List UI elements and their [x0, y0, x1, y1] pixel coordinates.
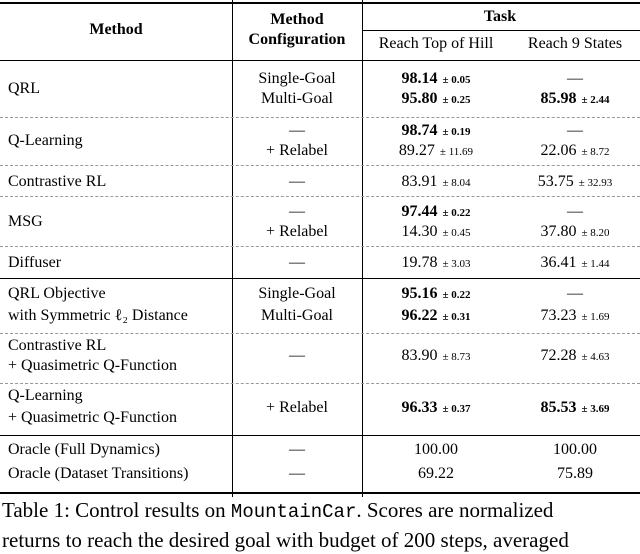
- score-reach-top-of-hill-std: ± 0.37: [442, 403, 471, 415]
- method-config: —: [289, 465, 305, 482]
- header-rule: [0, 60, 640, 61]
- score-reach-top-of-hill: [401, 284, 470, 305]
- score-reach-top-of-hill-std: ± 0.31: [442, 311, 471, 323]
- score-reach-9-states-mean: —: [567, 122, 583, 139]
- score-reach-top-of-hill-mean: 98.74: [401, 122, 438, 139]
- score-reach-top-of-hill-mean: 14.30: [401, 223, 438, 240]
- score-reach-top-of-hill: [399, 141, 473, 162]
- score-reach-9-states-mean: 22.06: [540, 142, 577, 159]
- score-reach-top-of-hill-std: ± 0.22: [442, 207, 471, 219]
- score-reach-9-states-mean: 73.23: [540, 307, 577, 324]
- score-reach-top-of-hill-mean: 96.33: [401, 399, 438, 416]
- score-reach-9-states-mean: 85.53: [540, 399, 577, 416]
- row-divider-dashed: [0, 196, 640, 197]
- method-config: + Relabel: [266, 223, 328, 240]
- score-reach-9-states-mean: 75.89: [557, 465, 593, 482]
- caption-prefix: Table 1: Control results on: [2, 498, 231, 522]
- score-reach-top-of-hill-std: ± 8.73: [442, 351, 471, 363]
- caption-line1-suffix: . Scores are normalized: [356, 498, 554, 522]
- method-name: Q-Learning: [8, 387, 83, 404]
- method-config: + Relabel: [266, 399, 328, 416]
- score-reach-top-of-hill-std: ± 11.69: [439, 146, 474, 158]
- score-reach-9-states: [540, 346, 609, 367]
- score-reach-top-of-hill: [401, 121, 470, 142]
- score-reach-top-of-hill: [418, 464, 454, 484]
- table-caption: [2, 496, 640, 554]
- header-config-line1: Method: [270, 11, 324, 28]
- method-config: + Relabel: [266, 142, 328, 159]
- score-reach-9-states-mean: —: [567, 285, 583, 302]
- score-reach-top-of-hill: [401, 89, 470, 110]
- score-reach-top-of-hill: [401, 253, 470, 274]
- method-name: Contrastive RL: [8, 337, 107, 354]
- score-reach-9-states-std: ± 3.69: [581, 403, 610, 415]
- score-reach-top-of-hill-mean: 96.22: [401, 307, 438, 324]
- method-config: Single-Goal: [258, 70, 336, 87]
- score-reach-9-states-mean: 85.98: [540, 90, 577, 107]
- method-config: Single-Goal: [258, 285, 336, 302]
- method-name: Contrastive RL: [8, 173, 107, 190]
- score-reach-9-states-mean: —: [567, 203, 583, 220]
- score-reach-9-states: [540, 89, 609, 110]
- score-reach-9-states: [567, 121, 583, 141]
- score-reach-9-states: [540, 253, 609, 274]
- score-reach-9-states-std: ± 1.44: [581, 258, 610, 270]
- row-divider-solid: [0, 278, 640, 279]
- method-name: + Quasimetric Q-Function: [8, 409, 177, 426]
- score-reach-top-of-hill-std: ± 0.45: [442, 227, 471, 239]
- method-config: Multi-Goal: [261, 307, 333, 324]
- col-divider-config: [362, 0, 363, 497]
- score-reach-top-of-hill-mean: 95.16: [401, 285, 438, 302]
- score-reach-top-of-hill: [401, 398, 470, 419]
- row-divider-dashed: [0, 383, 640, 384]
- score-reach-9-states-std: ± 1.69: [581, 311, 610, 323]
- method-config: Multi-Goal: [261, 90, 333, 107]
- header-method: Method: [89, 21, 143, 38]
- row-divider-solid: [0, 435, 640, 436]
- score-reach-top-of-hill-mean: 69.22: [418, 465, 454, 482]
- score-reach-9-states: [553, 440, 597, 460]
- score-reach-top-of-hill-mean: 97.44: [401, 203, 438, 220]
- method-name: QRL: [8, 80, 40, 97]
- method-config: —: [289, 173, 305, 190]
- score-reach-top-of-hill-mean: 19.78: [401, 254, 438, 271]
- method-config: —: [289, 441, 305, 458]
- score-reach-top-of-hill-mean: 83.91: [401, 173, 438, 190]
- score-reach-9-states-std: ± 4.63: [581, 351, 610, 363]
- score-reach-top-of-hill: [414, 440, 458, 460]
- score-reach-9-states: [538, 172, 613, 193]
- score-reach-9-states-std: ± 8.20: [581, 227, 610, 239]
- score-reach-top-of-hill-std: ± 0.19: [442, 126, 471, 138]
- score-reach-9-states: [540, 141, 609, 162]
- score-reach-9-states-mean: 53.75: [537, 173, 574, 190]
- score-reach-top-of-hill-std: ± 0.22: [442, 289, 471, 301]
- method-config: —: [289, 122, 305, 139]
- header-task: Task: [483, 8, 517, 25]
- method-config: —: [289, 347, 305, 364]
- score-reach-9-states: [567, 284, 583, 304]
- method-name: with Symmetric ℓ₂ Distance: [8, 307, 188, 324]
- method-name: MSG: [8, 213, 43, 230]
- method-name: Q-Learning: [8, 132, 83, 149]
- score-reach-9-states: [567, 202, 583, 222]
- score-reach-9-states-mean: 100.00: [553, 441, 597, 458]
- method-name: Diffuser: [8, 254, 62, 271]
- score-reach-9-states-std: ± 32.93: [578, 177, 613, 189]
- score-reach-top-of-hill-mean: 98.14: [401, 70, 438, 87]
- row-divider-dashed: [0, 117, 640, 118]
- score-reach-top-of-hill: [401, 306, 470, 327]
- score-reach-9-states-mean: —: [567, 70, 583, 87]
- method-name: Oracle (Dataset Transitions): [8, 465, 189, 482]
- method-config: —: [289, 254, 305, 271]
- score-reach-9-states-mean: 36.41: [540, 254, 577, 271]
- score-reach-top-of-hill-std: ± 3.03: [442, 258, 471, 270]
- caption-env: MountainCar: [230, 501, 357, 523]
- score-reach-top-of-hill: [401, 222, 470, 243]
- method-name: + Quasimetric Q-Function: [8, 357, 177, 374]
- score-reach-9-states: [567, 69, 583, 89]
- score-reach-top-of-hill-mean: 95.80: [401, 90, 438, 107]
- score-reach-9-states-std: ± 2.44: [581, 94, 610, 106]
- top-rule: [0, 2, 640, 4]
- score-reach-top-of-hill-mean: 83.90: [401, 347, 438, 364]
- score-reach-9-states-std: ± 8.72: [581, 146, 610, 158]
- task-rule: [362, 30, 640, 31]
- row-divider-dashed: [0, 246, 640, 247]
- score-reach-top-of-hill: [401, 69, 470, 90]
- score-reach-top-of-hill-mean: 100.00: [414, 441, 458, 458]
- score-reach-top-of-hill: [401, 172, 470, 193]
- method-name: Oracle (Full Dynamics): [8, 441, 160, 458]
- score-reach-top-of-hill: [401, 202, 470, 223]
- score-reach-top-of-hill-std: ± 8.04: [442, 177, 471, 189]
- caption-line2: returns to reach the desired goal with budget of 200 steps, averaged: [2, 528, 569, 552]
- row-divider-dashed: [0, 333, 640, 334]
- score-reach-9-states: [540, 306, 609, 327]
- method-config: —: [289, 203, 305, 220]
- header-reach-9-states: Reach 9 States: [527, 35, 623, 52]
- score-reach-top-of-hill: [401, 346, 470, 367]
- row-divider-dashed: [0, 165, 640, 166]
- score-reach-9-states-mean: 72.28: [540, 347, 577, 364]
- score-reach-top-of-hill-std: ± 0.05: [442, 74, 471, 86]
- score-reach-9-states-mean: 37.80: [540, 223, 577, 240]
- score-reach-9-states: [557, 464, 593, 484]
- header-reach-top-of-hill: Reach Top of Hill: [378, 35, 494, 52]
- score-reach-9-states: [540, 398, 609, 419]
- method-name: QRL Objective: [8, 285, 106, 302]
- header-config-line2: Configuration: [248, 31, 346, 48]
- bottom-rule: [0, 492, 640, 494]
- score-reach-top-of-hill-std: ± 0.25: [442, 94, 471, 106]
- score-reach-top-of-hill-mean: 89.27: [398, 142, 435, 159]
- score-reach-9-states: [540, 222, 609, 243]
- col-divider-method: [232, 0, 233, 497]
